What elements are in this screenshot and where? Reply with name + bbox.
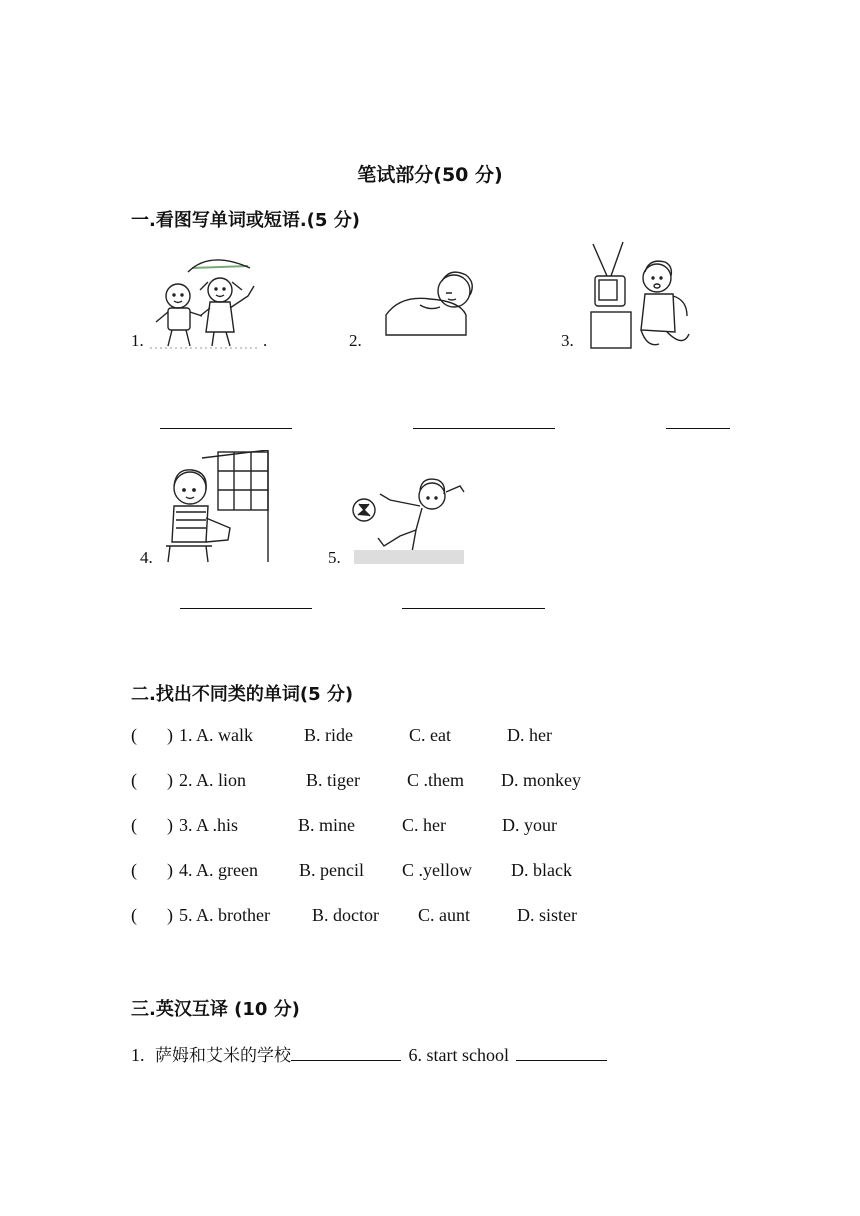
option-a: 2. A. lion [179,770,247,790]
option-d: D. your [502,815,557,835]
open-paren: ( [131,770,137,790]
children-playing-image [150,252,264,350]
option-a: 5. A. brother [179,905,270,925]
translation-6-blank[interactable] [516,1044,607,1061]
option-c: C .them [407,770,464,790]
item-4-number: 4. [140,548,153,567]
translation-1-number: 1. [131,1045,145,1065]
option-b: B. ride [304,725,353,745]
sleeping-person-image [380,265,480,337]
option-c: C .yellow [402,860,472,880]
close-paren: ) [167,815,173,835]
answer-line-3[interactable] [666,428,730,429]
answer-line-5[interactable] [402,608,545,609]
section-3-heading: 三.英汉互译 (10 分) [131,999,300,1020]
section-2-heading: 二.找出不同类的单词(5 分) [131,684,354,705]
close-paren: ) [167,725,173,745]
close-paren: ) [167,770,173,790]
girl-at-window-image [162,450,270,566]
item-2-number: 2. [349,331,362,350]
answer-line-1[interactable] [160,428,292,429]
answer-line-2[interactable] [413,428,555,429]
option-b: B. tiger [306,770,360,790]
option-c: C. aunt [418,905,470,925]
option-d: D. sister [517,905,577,925]
option-b: B. doctor [312,905,379,925]
option-d: D. black [511,860,572,880]
boy-kicking-ball-image [350,466,466,564]
option-a: 3. A .his [179,815,239,835]
option-a: 1. A. walk [179,725,253,745]
translation-6-english: 6. start school [408,1045,509,1065]
option-c: C. her [402,815,446,835]
option-d: D. her [507,725,552,745]
open-paren: ( [131,815,137,835]
item-1-number: 1. [131,331,144,350]
option-c: C. eat [409,725,451,745]
option-a: 4. A. green [179,860,258,880]
section-1-heading: 一.看图写单词或短语.(5 分) [131,210,360,231]
page-title: 笔试部分(50 分) [357,164,503,186]
translation-line-1 [131,1041,607,1066]
translation-1-chinese: 萨姆和艾米的学校 [155,1046,291,1066]
open-paren: ( [131,905,137,925]
option-b: B. pencil [299,860,364,880]
watching-tv-image [587,240,693,350]
open-paren: ( [131,860,137,880]
close-paren: ) [167,905,173,925]
answer-line-4[interactable] [180,608,312,609]
item-1-dot: . [263,331,268,350]
close-paren: ) [167,860,173,880]
open-paren: ( [131,725,137,745]
translation-1-blank[interactable] [291,1044,401,1061]
item-3-number: 3. [561,331,574,350]
option-b: B. mine [298,815,355,835]
item-5-number: 5. [328,548,341,567]
option-d: D. monkey [501,770,581,790]
